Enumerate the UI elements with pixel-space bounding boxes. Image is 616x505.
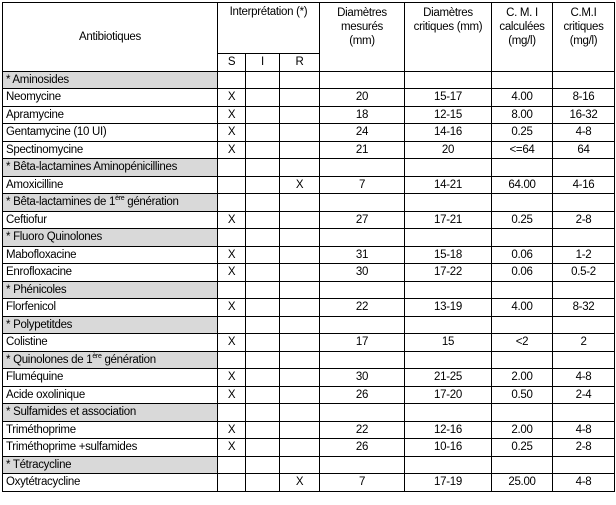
antibiotic-name: Amoxicilline bbox=[3, 176, 218, 194]
header-i: I bbox=[246, 54, 280, 72]
table-row bbox=[3, 106, 615, 124]
header-line: (mm) bbox=[349, 35, 375, 47]
cell-diametre: 7 bbox=[320, 474, 405, 492]
category-row bbox=[3, 456, 615, 474]
cell-cmi: 0.25 bbox=[492, 211, 553, 229]
cell-r bbox=[280, 264, 320, 282]
category-label: * Aminosides bbox=[3, 71, 218, 89]
cell-cmi: 0.06 bbox=[492, 264, 553, 282]
cell-i bbox=[246, 211, 280, 229]
cell-diametre-critique: 17-21 bbox=[405, 211, 492, 229]
header-antibiotiques: Antibiotiques bbox=[3, 3, 218, 72]
category-superscript: ère bbox=[115, 195, 125, 203]
cell-diametre: 27 bbox=[320, 211, 405, 229]
cell-diametre-critique: 15 bbox=[405, 334, 492, 352]
cell-cmi-critique: 1-2 bbox=[553, 246, 615, 264]
cell-diametre: 18 bbox=[320, 106, 405, 124]
cell-i bbox=[246, 106, 280, 124]
cell-cmi-critique: 4-8 bbox=[553, 474, 615, 492]
cell-diametre-critique: 15-18 bbox=[405, 246, 492, 264]
cell-s bbox=[218, 176, 246, 194]
cell-cmi: <=64 bbox=[492, 141, 553, 159]
header-r: R bbox=[280, 54, 320, 72]
cell-cmi-critique: 0.5-2 bbox=[553, 264, 615, 282]
antibiotic-name: Gentamycine (10 UI) bbox=[3, 124, 218, 142]
table-row bbox=[3, 386, 615, 404]
table-row bbox=[3, 246, 615, 264]
cell-cmi-critique: 8-16 bbox=[553, 89, 615, 107]
cell-s: X bbox=[218, 89, 246, 107]
cell-i bbox=[246, 439, 280, 457]
cell-s: X bbox=[218, 439, 246, 457]
cell-cmi: 0.25 bbox=[492, 439, 553, 457]
cell-s: X bbox=[218, 141, 246, 159]
cell-i bbox=[246, 334, 280, 352]
cell-cmi-critique: 2-8 bbox=[553, 439, 615, 457]
cell-i bbox=[246, 264, 280, 282]
cell-s: X bbox=[218, 246, 246, 264]
table-row bbox=[3, 421, 615, 439]
cell-diametre-critique: 12-16 bbox=[405, 421, 492, 439]
cell-diametre-critique: 17-19 bbox=[405, 474, 492, 492]
cell-i bbox=[246, 299, 280, 317]
header-line: critiques (mm) bbox=[413, 21, 483, 33]
cell-cmi: 2.00 bbox=[492, 421, 553, 439]
cell-r: X bbox=[280, 176, 320, 194]
cell-r bbox=[280, 369, 320, 387]
category-row bbox=[3, 404, 615, 422]
cell-cmi-critique: 2-8 bbox=[553, 211, 615, 229]
category-text: * Bêta-lactamines de 1 bbox=[6, 196, 116, 209]
table-row bbox=[3, 211, 615, 229]
table-row bbox=[3, 299, 615, 317]
category-label: * Phénicoles bbox=[3, 281, 218, 299]
category-text: * Quinolones de 1 bbox=[6, 353, 93, 366]
cell-diametre: 17 bbox=[320, 334, 405, 352]
table-row bbox=[3, 176, 615, 194]
cell-diametre: 21 bbox=[320, 141, 405, 159]
category-label: * Sulfamides et association bbox=[3, 404, 218, 422]
cell-diametre-critique: 12-15 bbox=[405, 106, 492, 124]
cell-cmi-critique: 2 bbox=[553, 334, 615, 352]
category-row bbox=[3, 351, 615, 369]
cell-cmi-critique: 4-16 bbox=[553, 176, 615, 194]
category-label: * Polypetitdes bbox=[3, 316, 218, 334]
cell-cmi: 25.00 bbox=[492, 474, 553, 492]
cell-cmi: 8.00 bbox=[492, 106, 553, 124]
cell-diametre: 31 bbox=[320, 246, 405, 264]
cell-s: X bbox=[218, 124, 246, 142]
header-line: critiques bbox=[563, 21, 604, 33]
cell-cmi: 0.25 bbox=[492, 124, 553, 142]
header-line: mesurés bbox=[341, 21, 383, 33]
header-line: C.M.I bbox=[570, 7, 597, 19]
antibiotic-name: Mabofloxacine bbox=[3, 246, 218, 264]
cell-s: X bbox=[218, 386, 246, 404]
antibiotic-name: Triméthoprime bbox=[3, 421, 218, 439]
antibiotic-name: Colistine bbox=[3, 334, 218, 352]
cell-r bbox=[280, 439, 320, 457]
cell-cmi: 4.00 bbox=[492, 89, 553, 107]
header-cmi-critiques bbox=[553, 3, 615, 72]
cell-diametre: 7 bbox=[320, 176, 405, 194]
category-label bbox=[3, 194, 218, 212]
cell-diametre-critique: 15-17 bbox=[405, 89, 492, 107]
cell-cmi-critique: 4-8 bbox=[553, 421, 615, 439]
cell-diametre: 22 bbox=[320, 421, 405, 439]
cell-diametre-critique: 14-16 bbox=[405, 124, 492, 142]
antibiotic-name: Enrofloxacine bbox=[3, 264, 218, 282]
cell-i bbox=[246, 124, 280, 142]
table-row bbox=[3, 141, 615, 159]
header-diametres-mesures bbox=[320, 3, 405, 72]
category-row bbox=[3, 281, 615, 299]
cell-cmi: 64.00 bbox=[492, 176, 553, 194]
table-row bbox=[3, 264, 615, 282]
table-row bbox=[3, 369, 615, 387]
cell-r bbox=[280, 386, 320, 404]
cell-diametre: 26 bbox=[320, 439, 405, 457]
cell-diametre-critique: 17-22 bbox=[405, 264, 492, 282]
table-row bbox=[3, 439, 615, 457]
header-diametres-critiques bbox=[405, 3, 492, 72]
antibiotic-name: Spectinomycine bbox=[3, 141, 218, 159]
cell-r bbox=[280, 124, 320, 142]
cell-cmi: 4.00 bbox=[492, 299, 553, 317]
cell-cmi: <2 bbox=[492, 334, 553, 352]
antibiotic-name: Florfenicol bbox=[3, 299, 218, 317]
header-s: S bbox=[218, 54, 246, 72]
table-row bbox=[3, 89, 615, 107]
antibiogram-table bbox=[2, 2, 615, 492]
cell-i bbox=[246, 141, 280, 159]
header-line: calculées bbox=[499, 21, 545, 33]
cell-i bbox=[246, 421, 280, 439]
cell-diametre-critique: 20 bbox=[405, 141, 492, 159]
cell-s: X bbox=[218, 106, 246, 124]
antibiotic-name: Triméthoprime +sulfamides bbox=[3, 439, 218, 457]
cell-cmi-critique: 2-4 bbox=[553, 386, 615, 404]
antibiotic-name: Acide oxolinique bbox=[3, 386, 218, 404]
cell-i bbox=[246, 369, 280, 387]
category-row bbox=[3, 316, 615, 334]
cell-s: X bbox=[218, 299, 246, 317]
cell-r bbox=[280, 141, 320, 159]
table-row bbox=[3, 124, 615, 142]
cell-diametre: 20 bbox=[320, 89, 405, 107]
antibiotic-name: Ceftiofur bbox=[3, 211, 218, 229]
cell-s bbox=[218, 474, 246, 492]
header-row-1 bbox=[3, 3, 615, 54]
cell-diametre-critique: 13-19 bbox=[405, 299, 492, 317]
cell-diametre: 26 bbox=[320, 386, 405, 404]
cell-i bbox=[246, 176, 280, 194]
category-label: * Fluoro Quinolones bbox=[3, 229, 218, 247]
category-row bbox=[3, 194, 615, 212]
category-row bbox=[3, 159, 615, 177]
cell-r bbox=[280, 421, 320, 439]
category-row bbox=[3, 229, 615, 247]
cell-s: X bbox=[218, 334, 246, 352]
cell-s: X bbox=[218, 264, 246, 282]
antibiotic-name: Apramycine bbox=[3, 106, 218, 124]
cell-cmi-critique: 64 bbox=[553, 141, 615, 159]
cell-cmi-critique: 4-8 bbox=[553, 369, 615, 387]
cell-i bbox=[246, 386, 280, 404]
cell-cmi-critique: 8-32 bbox=[553, 299, 615, 317]
cell-diametre-critique: 17-20 bbox=[405, 386, 492, 404]
cell-cmi: 0.06 bbox=[492, 246, 553, 264]
table-row bbox=[3, 474, 615, 492]
cell-i bbox=[246, 89, 280, 107]
cell-diametre: 24 bbox=[320, 124, 405, 142]
category-text: génération bbox=[124, 196, 179, 209]
cell-cmi: 0.50 bbox=[492, 386, 553, 404]
header-line: (mg/l) bbox=[508, 35, 536, 47]
cell-i bbox=[246, 474, 280, 492]
header-line: Diamètres bbox=[337, 7, 387, 19]
cell-r bbox=[280, 299, 320, 317]
cell-r bbox=[280, 106, 320, 124]
header-line: Diamètres bbox=[423, 7, 473, 19]
category-row bbox=[3, 71, 615, 89]
cell-cmi-critique: 16-32 bbox=[553, 106, 615, 124]
antibiotic-name: Neomycine bbox=[3, 89, 218, 107]
cell-r bbox=[280, 334, 320, 352]
antibiotic-name: Oxytétracycline bbox=[3, 474, 218, 492]
cell-diametre-critique: 21-25 bbox=[405, 369, 492, 387]
category-superscript: ère bbox=[92, 352, 102, 360]
table-row bbox=[3, 334, 615, 352]
cell-r bbox=[280, 89, 320, 107]
cell-r: X bbox=[280, 474, 320, 492]
cell-s: X bbox=[218, 211, 246, 229]
cell-diametre-critique: 14-21 bbox=[405, 176, 492, 194]
cell-s: X bbox=[218, 421, 246, 439]
cell-cmi-critique: 4-8 bbox=[553, 124, 615, 142]
header-interpretation: Interprétation (*) bbox=[218, 3, 320, 54]
category-label: * Bêta-lactamines Aminopénicillines bbox=[3, 159, 218, 177]
cell-i bbox=[246, 246, 280, 264]
cell-r bbox=[280, 211, 320, 229]
category-text: génération bbox=[101, 353, 156, 366]
header-cmi-calculees bbox=[492, 3, 553, 72]
cell-diametre: 30 bbox=[320, 264, 405, 282]
cell-s: X bbox=[218, 369, 246, 387]
category-label: * Tétracycline bbox=[3, 456, 218, 474]
header-line: (mg/l) bbox=[569, 35, 598, 47]
cell-diametre: 30 bbox=[320, 369, 405, 387]
category-label bbox=[3, 351, 218, 369]
cell-diametre: 22 bbox=[320, 299, 405, 317]
cell-cmi: 2.00 bbox=[492, 369, 553, 387]
header-line: C. M. I bbox=[506, 7, 538, 19]
cell-diametre-critique: 10-16 bbox=[405, 439, 492, 457]
antibiotic-name: Fluméquine bbox=[3, 369, 218, 387]
cell-r bbox=[280, 246, 320, 264]
